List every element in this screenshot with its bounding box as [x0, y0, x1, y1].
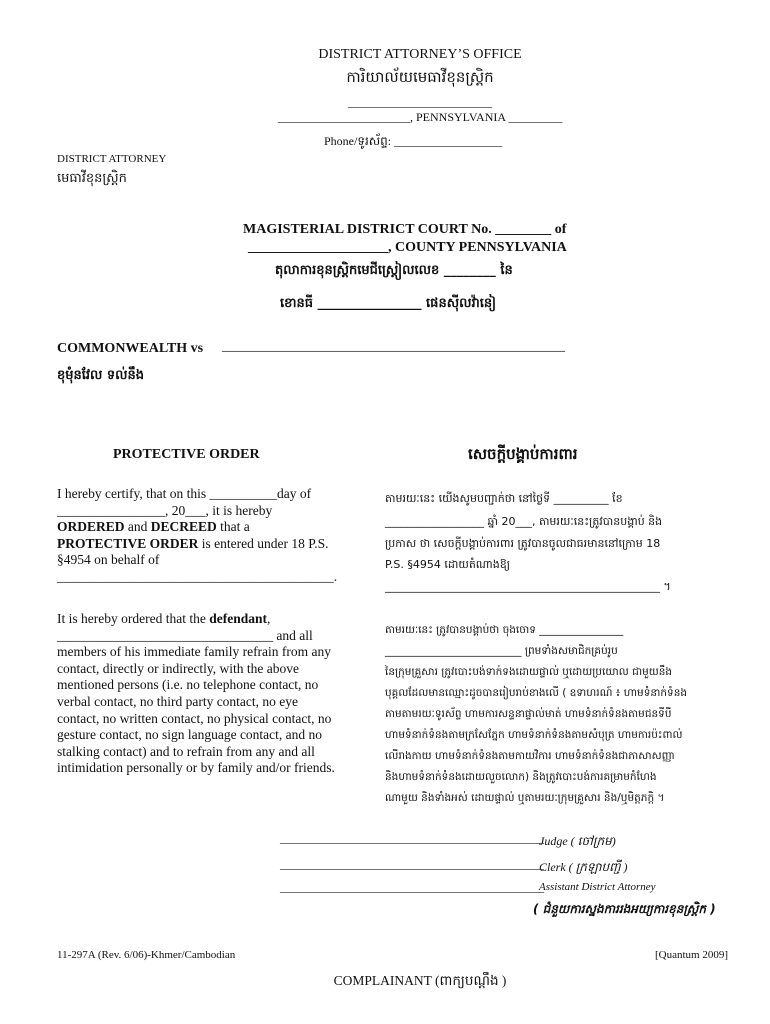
certify-paragraph-en [57, 486, 377, 586]
defendant-line-2: ________________________________ and all [57, 627, 313, 643]
form-id: 11-297A (Rev. 6/06)-Khmer/Cambodian [57, 949, 236, 961]
defendant-line-9: stalking contact) and to refrain from any and all [57, 743, 315, 759]
and-word: and [124, 519, 151, 535]
court-line-2: ____________________, COUNTY PENNSYLVANIA [248, 240, 567, 255]
certify-kh-line-5: __________________________________________________ ។ [385, 580, 671, 593]
defendant-line-4: contact, directly or indirectly, with the above [57, 660, 300, 676]
district-attorney-label: DISTRICT ATTORNEY [57, 153, 167, 165]
defendant-comma: , [266, 611, 271, 626]
office-blank-line: ________________________ [348, 95, 492, 109]
certify-line-5: §4954 on behalf of [57, 552, 160, 568]
certify-line-1: I hereby certify, that on this __________day of [57, 486, 312, 501]
defendant-kh-line-4: បុគ្គលដែលមានឈ្មោះដូចបានរៀបរាប់ខាងលើ ( ឧទាហរណ៍ ៖ ហាមទំនាក់ទំនង [385, 687, 688, 699]
court-line-4-kh: ខោនធី ________________ ផេនស៊ីលវ៉ានៀ [280, 296, 496, 311]
certify-kh-line-1: តាមរយៈនេះ យើងសូមបញ្ជាក់ថា នៅថ្ងៃទី __________ ខែ [385, 492, 623, 505]
judge-label: Judge ( ចៅក្រម) [539, 834, 616, 848]
court-line-1: MAGISTERIAL DISTRICT COURT No. ________ of [243, 222, 567, 237]
commonwealth-kh: ខុមុំនវែល ទល់នឹង [57, 368, 145, 383]
ada-signature-line: ____________________________________________ [280, 880, 544, 894]
defendant-line-5: mentioned persons (i.e. no telephone contact, no [57, 677, 319, 693]
ordered-word: ORDERED [57, 519, 125, 535]
district-attorney-label-kh: មេធាវីខុនស្រ្តិក [57, 171, 127, 186]
defendant-kh-line-5: តាមតាមរយៈទូរស័ព្ទ ហាមការសន្ទនាផ្ទាល់មាត់ ហាមទំនាក់ទំនងតាមជនទីបី [385, 708, 672, 720]
judge-signature-line: ____________________________________________ [280, 831, 544, 845]
defendant-paragraph-kh [385, 620, 730, 809]
defendant-line-6: verbal contact, no third party contact, no eye [57, 693, 299, 709]
certify-kh-line-2: __________________ ឆ្នាំ 20___, តាមរយៈនេះត្រូវបានបង្គាប់ និង [385, 515, 663, 528]
clerk-signature-line: ____________________________________________ [280, 857, 544, 871]
defendant-line-3: members of his immediate family refrain from any [57, 644, 332, 660]
defendant-word: defendant [209, 611, 267, 626]
defendant-line-8: gesture contact, no sign language contact, and no [57, 727, 323, 743]
protective-order-title: PROTECTIVE ORDER [113, 447, 260, 462]
defendant-line-7: contact, no written contact, no physical contact, no [57, 710, 332, 726]
certify-line-3 [57, 519, 377, 536]
defendant-line-1 [57, 611, 387, 628]
office-title-en: DISTRICT ATTORNEY’S OFFICE [318, 47, 522, 62]
certify-kh-line-3: ប្រកាស ថា សេចក្តីបង្គាប់ការពារ ត្រូវបានចូលជាធរមាននៅក្រោម 18 [385, 537, 661, 550]
defendant-kh-line-7: លើរាងកាយ ហាមទំនាក់ទំនងតាមកាយវិការ ហាមទំនាក់ទំនងជាភាសាសញ្ញា [385, 750, 675, 762]
certify-line-2: ________________, 20___, it is hereby [57, 502, 273, 518]
certify-kh-line-4: P.S. §4954 ដោយតំណាងឱ្យ [385, 558, 510, 571]
court-line-3-kh: តុលាការខុនស្រ្តិកមេជីស្ត្រៀលលេខ ________ នៃ [275, 263, 513, 278]
clerk-label: Clerk ( ក្រឡាបញ្ជី ) [539, 860, 628, 874]
defendant-kh-line-3: នៃក្រុមគ្រួសារ ត្រូវបោះបង់ទាក់ទងដោយផ្ទាល់ ឬដោយប្រយោល ជាមួយនឹង [385, 666, 673, 678]
defendant-kh-line-8: និងហាមទំនាក់ទំនងដោយលួចលោក) និងត្រូវបោះបង់ការគម្រាមកំហែង [385, 771, 657, 783]
defendant-kh-line-6: ហាមទំនាក់ទំនងតាមក្រសែភ្នែក ហាមទំនាក់ទំនងតាមសំបុត្រ ហាមការប៉ះពាល់ [385, 729, 683, 741]
protective-order-phrase: PROTECTIVE ORDER [57, 535, 199, 551]
defendant-kh-line-1: តាមរយៈនេះ ត្រូវបានបង្គាប់ថា ចុងចោទ ________________ [385, 624, 624, 636]
defendant-kh-line-2: __________________________ ព្រមទាំងសមាជិកគ្រប់រូប [385, 645, 618, 657]
that-a-text: that a [216, 519, 250, 535]
certify-paragraph-kh [385, 487, 725, 599]
commonwealth-vs: COMMONWEALTH vs [57, 341, 204, 356]
defendant-intro: It is hereby ordered that the [57, 611, 210, 626]
office-title-kh: ការិយាល័យមេធាវីខុនស្រ្តិក [346, 68, 494, 86]
decreed-word: DECREED [150, 519, 217, 535]
office-state-line: ______________________, PENNSYLVANIA _________ [278, 110, 563, 124]
defendant-paragraph-en [57, 611, 387, 777]
commonwealth-defendant-blank: _________________________________________________ [222, 339, 565, 354]
complainant-label: COMPLAINANT (ពាក្យបណ្តឹង ) [333, 973, 507, 988]
ada-label: Assistant District Attorney [539, 881, 656, 893]
ada-label-kh: ( ជំនួយការស្នងការរងអយ្យការខុនស្រ្តិក ) [533, 902, 716, 916]
defendant-line-10: intimidation personally or by family and/or friends. [57, 760, 335, 776]
certify-line-4 [57, 536, 377, 553]
entered-under-text: is entered under 18 P.S. [198, 535, 329, 551]
certify-line-6: _________________________________________. [57, 568, 338, 584]
protective-order-title-kh: សេចក្តីបង្គាប់ការពារ [468, 445, 578, 463]
office-phone-line: Phone/ទូរស័ព្ទ: __________________ [324, 134, 503, 148]
defendant-kh-line-9: ណាមួយ និងទាំងអស់ ដោយផ្ទាល់ ឬតាមរយៈក្រុមគ្រួសារ និង/ឬមិត្តភក្តិ ។ [385, 792, 665, 804]
quantum-label: [Quantum 2009] [655, 949, 729, 961]
